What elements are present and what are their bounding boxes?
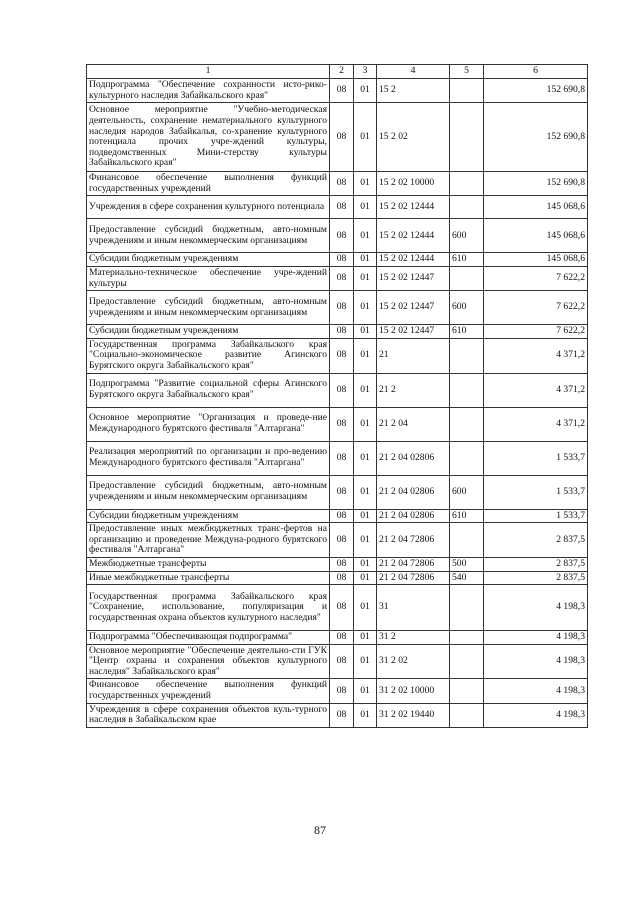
row-amount-cell: 145 068,6 <box>484 253 588 267</box>
page-number: 87 <box>314 823 326 837</box>
row-subsection-cell: 01 <box>354 407 377 441</box>
row-expense-type-cell: 540 <box>450 571 484 585</box>
row-target-article-cell: 15 2 02 12444 <box>377 253 450 267</box>
row-subsection-cell: 01 <box>354 631 377 645</box>
row-target-article-cell: 15 2 02 12447 <box>377 266 450 290</box>
header-col-2: 2 <box>330 65 354 79</box>
row-name-cell: Реализация мероприятий по организации и про-ведению Международного бурятского фестиваля "Алтаргана" <box>87 441 330 475</box>
table-row <box>87 338 588 373</box>
row-expense-type-cell: 600 <box>450 475 484 509</box>
row-expense-type-cell <box>450 79 484 103</box>
row-target-article-cell: 31 <box>377 585 450 631</box>
row-name-cell: Предоставление субсидий бюджетным, авто-номным учреждениям и иным некоммерческим организациям <box>87 291 330 325</box>
row-section-cell: 08 <box>330 557 354 571</box>
row-amount-cell: 1 533,7 <box>484 509 588 523</box>
table-row <box>87 407 588 441</box>
table-row <box>87 557 588 571</box>
row-expense-type-cell <box>450 523 484 558</box>
table-row <box>87 703 588 727</box>
row-section-cell: 08 <box>330 219 354 253</box>
row-section-cell: 08 <box>330 523 354 558</box>
row-subsection-cell: 01 <box>354 325 377 339</box>
row-amount-cell: 4 198,3 <box>484 644 588 679</box>
row-amount-cell: 152 690,8 <box>484 79 588 103</box>
table-row <box>87 475 588 509</box>
row-subsection-cell: 01 <box>354 644 377 679</box>
row-target-article-cell: 21 2 <box>377 373 450 407</box>
row-section-cell: 08 <box>330 679 354 703</box>
row-expense-type-cell <box>450 373 484 407</box>
row-name-cell: Субсидии бюджетным учреждениям <box>87 325 330 339</box>
table-row <box>87 523 588 558</box>
row-subsection-cell: 01 <box>354 219 377 253</box>
row-amount-cell: 4 198,3 <box>484 703 588 727</box>
row-expense-type-cell <box>450 585 484 631</box>
row-section-cell: 08 <box>330 407 354 441</box>
row-amount-cell: 4 371,2 <box>484 373 588 407</box>
row-name-cell: Предоставление субсидий бюджетным, авто-номным учреждениям и иным некоммерческим организациям <box>87 475 330 509</box>
row-subsection-cell: 01 <box>354 585 377 631</box>
row-expense-type-cell <box>450 196 484 219</box>
row-section-cell: 08 <box>330 266 354 290</box>
row-expense-type-cell: 600 <box>450 219 484 253</box>
row-target-article-cell: 15 2 02 10000 <box>377 172 450 196</box>
row-target-article-cell: 31 2 02 <box>377 644 450 679</box>
row-section-cell: 08 <box>330 644 354 679</box>
table-row <box>87 196 588 219</box>
row-section-cell: 08 <box>330 373 354 407</box>
header-col-4: 4 <box>377 65 450 79</box>
row-target-article-cell: 21 2 04 02806 <box>377 509 450 523</box>
row-amount-cell: 2 837,5 <box>484 571 588 585</box>
row-target-article-cell: 21 2 04 72806 <box>377 571 450 585</box>
row-target-article-cell: 21 2 04 02806 <box>377 441 450 475</box>
row-amount-cell: 4 198,3 <box>484 585 588 631</box>
row-target-article-cell: 15 2 02 12444 <box>377 196 450 219</box>
row-section-cell: 08 <box>330 475 354 509</box>
row-subsection-cell: 01 <box>354 291 377 325</box>
table-row <box>87 325 588 339</box>
row-amount-cell: 1 533,7 <box>484 441 588 475</box>
row-amount-cell: 7 622,2 <box>484 291 588 325</box>
table-row <box>87 509 588 523</box>
row-amount-cell: 145 068,6 <box>484 196 588 219</box>
row-expense-type-cell: 610 <box>450 509 484 523</box>
row-name-cell: Основное мероприятие "Организация и проведе-ние Международного бурятского фестиваля "Алтаргана" <box>87 407 330 441</box>
table-row <box>87 631 588 645</box>
row-target-article-cell: 21 <box>377 338 450 373</box>
table-row <box>87 571 588 585</box>
row-target-article-cell: 31 2 02 19440 <box>377 703 450 727</box>
row-target-article-cell: 31 2 <box>377 631 450 645</box>
header-col-5: 5 <box>450 65 484 79</box>
row-subsection-cell: 01 <box>354 441 377 475</box>
row-section-cell: 08 <box>330 631 354 645</box>
row-subsection-cell: 01 <box>354 557 377 571</box>
row-name-cell: Основное мероприятие "Учебно-методическая деятельность, сохранение нематериального культурного наследия народов Забайкалья, со-хранение культурного потенциала прочих учре-ждений культуры, подведомственных Мини-стерству культуры Забайкальского края" <box>87 103 330 172</box>
row-target-article-cell: 15 2 02 12444 <box>377 219 450 253</box>
row-section-cell: 08 <box>330 196 354 219</box>
table-row <box>87 266 588 290</box>
table-row <box>87 103 588 172</box>
row-amount-cell: 7 622,2 <box>484 325 588 339</box>
row-section-cell: 08 <box>330 253 354 267</box>
row-expense-type-cell <box>450 407 484 441</box>
row-section-cell: 08 <box>330 291 354 325</box>
row-expense-type-cell: 500 <box>450 557 484 571</box>
header-col-6: 6 <box>484 65 588 79</box>
row-name-cell: Материально-техническое обеспечение учре-ждений культуры <box>87 266 330 290</box>
row-subsection-cell: 01 <box>354 475 377 509</box>
table-row <box>87 172 588 196</box>
row-subsection-cell: 01 <box>354 79 377 103</box>
row-target-article-cell: 31 2 02 10000 <box>377 679 450 703</box>
row-section-cell: 08 <box>330 509 354 523</box>
row-name-cell: Государственная программа Забайкальского края "Сохранение, использование, популяризация и государственная охрана объектов культурного наследия" <box>87 585 330 631</box>
row-subsection-cell: 01 <box>354 679 377 703</box>
row-expense-type-cell: 610 <box>450 253 484 267</box>
row-expense-type-cell <box>450 679 484 703</box>
row-expense-type-cell <box>450 644 484 679</box>
row-subsection-cell: 01 <box>354 266 377 290</box>
row-subsection-cell: 01 <box>354 196 377 219</box>
row-name-cell: Субсидии бюджетным учреждениям <box>87 509 330 523</box>
table-row <box>87 373 588 407</box>
table-row <box>87 219 588 253</box>
row-name-cell: Межбюджетные трансферты <box>87 557 330 571</box>
row-expense-type-cell <box>450 441 484 475</box>
header-col-3: 3 <box>354 65 377 79</box>
row-section-cell: 08 <box>330 585 354 631</box>
row-expense-type-cell: 610 <box>450 325 484 339</box>
row-target-article-cell: 21 2 04 <box>377 407 450 441</box>
table-row <box>87 253 588 267</box>
row-expense-type-cell <box>450 266 484 290</box>
budget-table-body <box>87 65 588 728</box>
row-target-article-cell: 21 2 04 72806 <box>377 523 450 558</box>
row-target-article-cell: 15 2 02 12447 <box>377 325 450 339</box>
budget-table <box>86 64 588 728</box>
row-target-article-cell: 15 2 02 12447 <box>377 291 450 325</box>
row-section-cell: 08 <box>330 703 354 727</box>
row-target-article-cell: 21 2 04 02806 <box>377 475 450 509</box>
table-header-row <box>87 65 588 79</box>
row-name-cell: Учреждения в сфере сохранения культурного потенциала <box>87 196 330 219</box>
row-amount-cell: 2 837,5 <box>484 557 588 571</box>
row-section-cell: 08 <box>330 325 354 339</box>
row-expense-type-cell <box>450 703 484 727</box>
row-amount-cell: 4 371,2 <box>484 338 588 373</box>
row-name-cell: Субсидии бюджетным учреждениям <box>87 253 330 267</box>
row-name-cell: Финансовое обеспечение выполнения функций государственных учреждений <box>87 679 330 703</box>
table-row <box>87 79 588 103</box>
row-name-cell: Основное мероприятие "Обеспечение деятельно-сти ГУК "Центр охраны и сохранения объектов культурного наследия" Забайкальского края" <box>87 644 330 679</box>
row-name-cell: Предоставление иных межбюджетных транс-фертов на организацию и проведение Междуна-родного бурятского фестиваля "Алтаргана" <box>87 523 330 558</box>
row-expense-type-cell: 600 <box>450 291 484 325</box>
row-name-cell: Финансовое обеспечение выполнения функций государственных учреждений <box>87 172 330 196</box>
row-name-cell: Подпрограмма "Развитие социальной сферы Агинского Бурятского округа Забайкальского края" <box>87 373 330 407</box>
row-subsection-cell: 01 <box>354 703 377 727</box>
table-row <box>87 291 588 325</box>
row-name-cell: Государственная программа Забайкальского края "Социально-экономическое развитие Агинского Бурятского округа Забайкальского края" <box>87 338 330 373</box>
row-amount-cell: 2 837,5 <box>484 523 588 558</box>
row-subsection-cell: 01 <box>354 172 377 196</box>
row-name-cell: Подпрограмма "Обеспечение сохранности исто-рико-культурного наследия Забайкальского края" <box>87 79 330 103</box>
row-section-cell: 08 <box>330 103 354 172</box>
row-name-cell: Иные межбюджетные трансферты <box>87 571 330 585</box>
row-name-cell: Подпрограмма "Обеспечивающая подпрограмма" <box>87 631 330 645</box>
row-amount-cell: 1 533,7 <box>484 475 588 509</box>
table-row <box>87 644 588 679</box>
table-row <box>87 441 588 475</box>
row-target-article-cell: 21 2 04 72806 <box>377 557 450 571</box>
row-section-cell: 08 <box>330 79 354 103</box>
row-section-cell: 08 <box>330 571 354 585</box>
row-section-cell: 08 <box>330 338 354 373</box>
row-amount-cell: 4 198,3 <box>484 631 588 645</box>
row-target-article-cell: 15 2 02 <box>377 103 450 172</box>
row-expense-type-cell <box>450 172 484 196</box>
row-subsection-cell: 01 <box>354 509 377 523</box>
row-amount-cell: 152 690,8 <box>484 172 588 196</box>
row-expense-type-cell <box>450 103 484 172</box>
row-name-cell: Учреждения в сфере сохранения объектов куль-турного наследия в Забайкальском крае <box>87 703 330 727</box>
row-section-cell: 08 <box>330 172 354 196</box>
row-amount-cell: 4 371,2 <box>484 407 588 441</box>
row-amount-cell: 7 622,2 <box>484 266 588 290</box>
row-subsection-cell: 01 <box>354 571 377 585</box>
row-name-cell: Предоставление субсидий бюджетным, авто-номным учреждениям и иным некоммерческим организациям <box>87 219 330 253</box>
row-subsection-cell: 01 <box>354 373 377 407</box>
row-subsection-cell: 01 <box>354 253 377 267</box>
row-subsection-cell: 01 <box>354 338 377 373</box>
row-amount-cell: 152 690,8 <box>484 103 588 172</box>
row-expense-type-cell <box>450 631 484 645</box>
row-amount-cell: 145 068,6 <box>484 219 588 253</box>
header-col-1: 1 <box>87 65 330 79</box>
row-expense-type-cell <box>450 338 484 373</box>
row-section-cell: 08 <box>330 441 354 475</box>
table-row <box>87 585 588 631</box>
row-amount-cell: 4 198,3 <box>484 679 588 703</box>
row-subsection-cell: 01 <box>354 103 377 172</box>
row-subsection-cell: 01 <box>354 523 377 558</box>
table-row <box>87 679 588 703</box>
row-target-article-cell: 15 2 <box>377 79 450 103</box>
